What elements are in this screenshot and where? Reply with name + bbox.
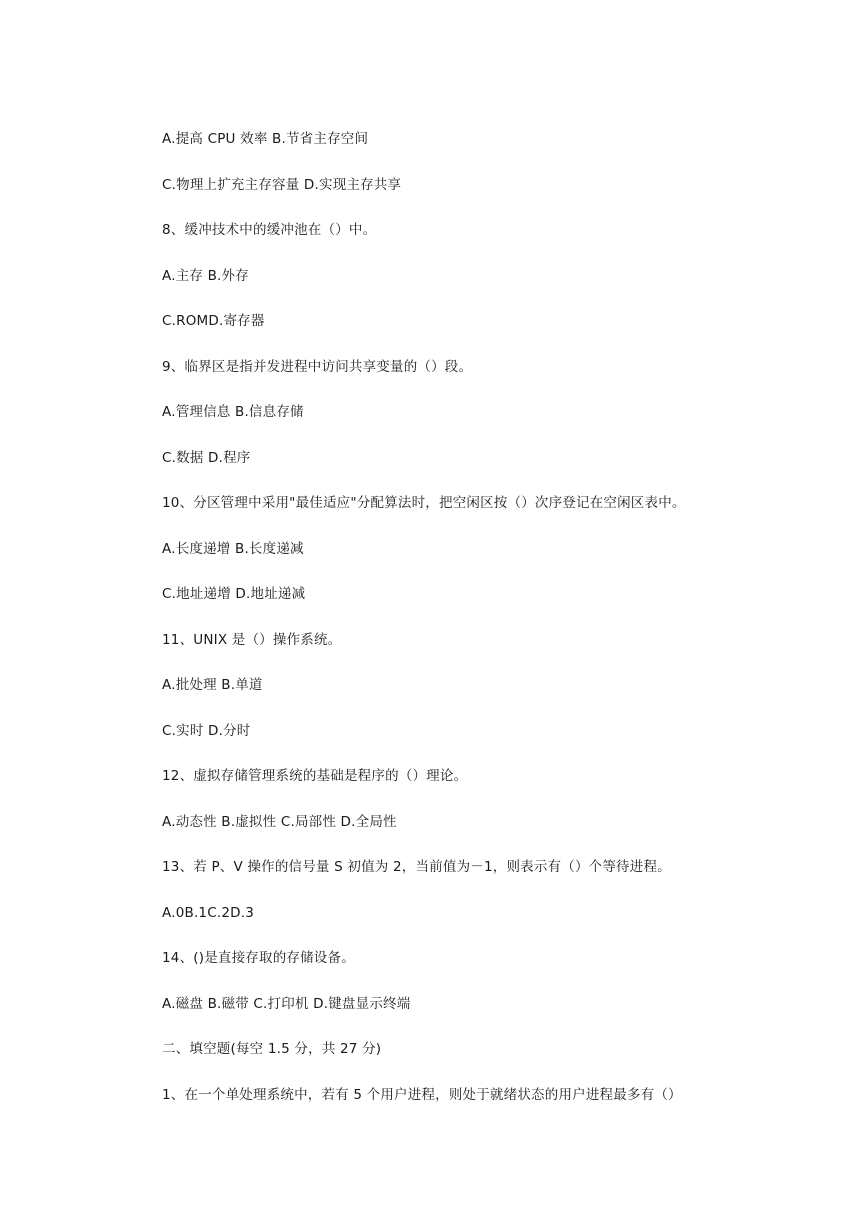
question-10: 10、分区管理中采用"最佳适应"分配算法时，把空闲区按（）次序登记在空闲区表中。 xyxy=(162,495,686,511)
option-line: A.提高 CPU 效率 B.节省主存空间 xyxy=(162,131,369,147)
option-line: A.管理信息 B.信息存储 xyxy=(162,404,304,420)
option-line: C.物理上扩充主存容量 D.实现主存共享 xyxy=(162,177,402,193)
question-11: 11、UNIX 是（）操作系统。 xyxy=(162,632,342,648)
option-line: A.主存 B.外存 xyxy=(162,268,249,284)
option-line: A.动态性 B.虚拟性 C.局部性 D.全局性 xyxy=(162,814,397,830)
option-line: A.磁盘 B.磁带 C.打印机 D.键盘显示终端 xyxy=(162,996,411,1012)
option-line: A.批处理 B.单道 xyxy=(162,677,263,693)
option-line: A.长度递增 B.长度递减 xyxy=(162,541,304,557)
question-8: 8、缓冲技术中的缓冲池在（）中。 xyxy=(162,222,377,238)
question-9: 9、临界区是指并发进程中访问共享变量的（）段。 xyxy=(162,359,473,375)
option-line: A.0B.1C.2D.3 xyxy=(162,905,255,921)
question-13: 13、若 P、V 操作的信号量 S 初值为 2，当前值为－1，则表示有（）个等待进程。 xyxy=(162,859,671,875)
option-line: C.数据 D.程序 xyxy=(162,450,251,466)
fill-blank-question-1: 1、在一个单处理系统中，若有 5 个用户进程，则处于就绪状态的用户进程最多有（） xyxy=(162,1087,682,1103)
option-line: C.实时 D.分时 xyxy=(162,723,251,739)
question-12: 12、虚拟存储管理系统的基础是程序的（）理论。 xyxy=(162,768,468,784)
question-14: 14、()是直接存取的存储设备。 xyxy=(162,950,355,966)
section-heading: 二、填空题(每空 1.5 分，共 27 分) xyxy=(162,1041,382,1057)
option-line: C.地址递增 D.地址递减 xyxy=(162,586,306,602)
option-line: C.ROMD.寄存器 xyxy=(162,313,265,329)
